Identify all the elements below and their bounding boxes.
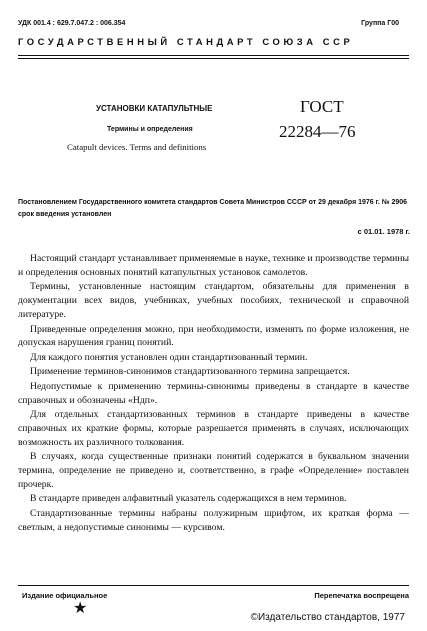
title-russian: УСТАНОВКИ КАТАПУЛЬТНЫЕ: [96, 104, 213, 113]
header-rule: [18, 55, 409, 56]
reprint-notice: Перепечатка воспрещена: [314, 591, 409, 600]
paragraph: Применение терминов-синонимов стандартизованного термина запрещается.: [30, 366, 350, 378]
paragraph: Недопустимые к применению термины-синонимы приведены в стандарте в качестве справочных и обозначены «Ндп».: [18, 380, 409, 406]
decree-text: Постановлением Государственного комитета стандартов Совета Министров СССР от 29 декабря 1976 г. № 2906 срок введения установлен: [18, 199, 408, 218]
paragraph: Стандартизованные термины набраны полужирным шрифтом, их краткая форма — светлым, а недопустимые синонимы — курсивом.: [18, 507, 409, 533]
paragraph: В стандарте приведен алфавитный указатель содержащихся в нем терминов.: [30, 493, 347, 505]
paragraph: В случаях, когда существенные признаки понятий содержатся в буквальном значении термина, определение не приведено и, соответственно, в графе «Определение» поставлен прочерк.: [18, 451, 409, 490]
effective-date: с 01.01. 1978 г.: [357, 227, 410, 236]
footer-rule: [18, 585, 409, 586]
gost-label: ГОСТ: [300, 97, 344, 116]
paragraph: Термины, установленные настоящим стандартом, обязательны для применения в документации всех видов, учебниках, учебных пособиях, технической и справочной литературе.: [18, 281, 409, 321]
paragraph: Для каждого понятия установлен один стандартизованный термин.: [30, 351, 308, 363]
title-english: Catapult devices. Terms and definitions: [67, 142, 207, 152]
paragraph: Приведенные определения можно, при необходимости, изменять по форме изложения, не допуская нарушения границ понятий.: [18, 323, 409, 349]
copyright: ©Издательство стандартов, 1977: [250, 612, 405, 623]
paragraph: Для отдельных стандартизованных терминов в стандарте приведены в качестве справочных их краткие формы, которые разрешается применять в случаях, исключающих возможность их различного толкования.: [18, 408, 409, 448]
standard-banner: ГОСУДАРСТВЕННЫЙ СТАНДАРТ СОЮЗА ССР: [18, 36, 354, 47]
paragraph: Настоящий стандарт устанавливает применяемые в науке, технике и производстве термины и определения основных понятий катапультных установок самолетов.: [18, 253, 409, 278]
udk-code: УДК 001.4 : 629.7.047.2 : 006.354: [18, 20, 126, 27]
group-code: Группа Г00: [361, 20, 399, 27]
gost-number: 22284—76: [279, 122, 356, 141]
official-edition-label: Издание официальное: [22, 591, 108, 600]
star-icon: ★: [73, 600, 88, 617]
header-rule-secondary: [18, 58, 409, 59]
subtitle-russian: Термины и определения: [107, 126, 193, 133]
body-text: [18, 252, 409, 535]
